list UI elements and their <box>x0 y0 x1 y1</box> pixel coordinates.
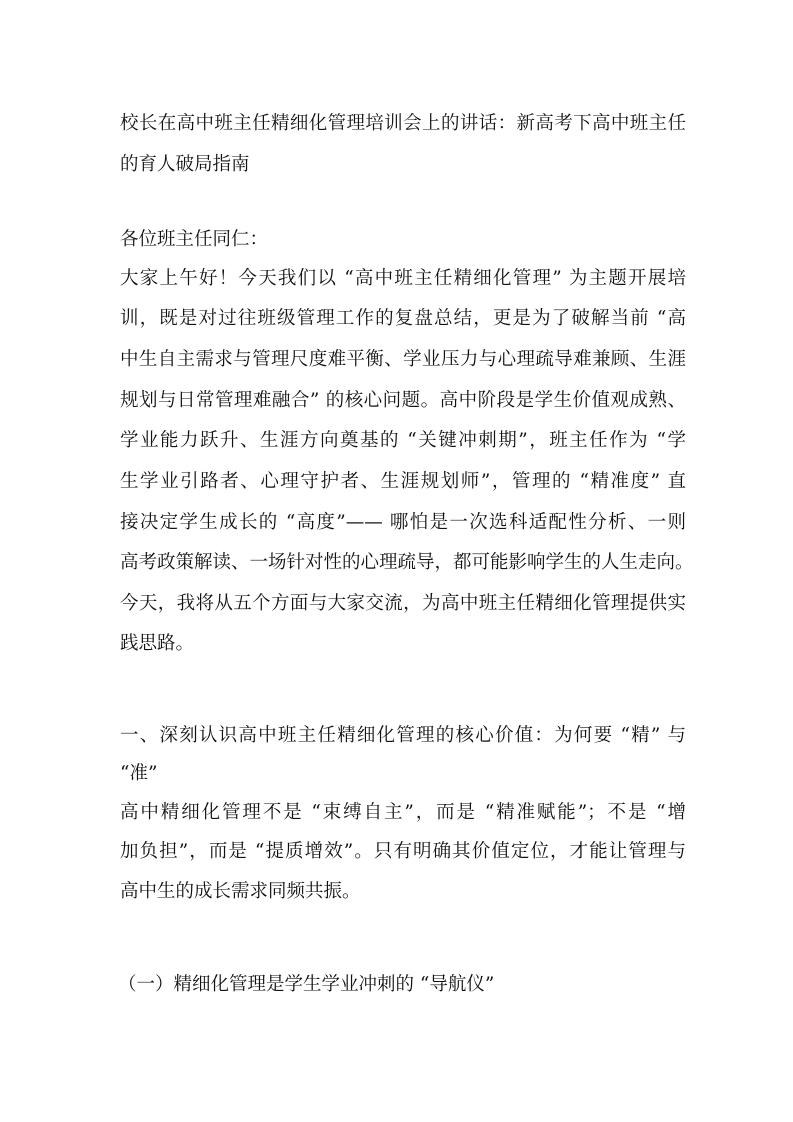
document-title-line-1: 校长在高中班主任精细化管理培训会上的讲话：新高考下高中班主任 <box>120 113 686 134</box>
salutation: 各位班主任同仁： <box>120 229 269 250</box>
section-heading-line-2: “准” <box>120 763 158 784</box>
intro-line: 大家上午好！今天我们以 “高中班主任精细化管理” 为主题开展培 <box>120 268 686 289</box>
subsection-heading: （一）精细化管理是学生学业冲刺的 “导航仪” <box>118 974 495 995</box>
section-body-line: 高中生的成长需求同频共振。 <box>120 881 361 902</box>
intro-line: 训，既是对过往班级管理工作的复盘总结，更是为了破解当前 “高 <box>120 308 686 329</box>
intro-line: 学业能力跃升、生涯方向奠基的 “关键冲刺期”，班主任作为 “学 <box>120 430 686 451</box>
intro-line: 今天，我将从五个方面与大家交流，为高中班主任精细化管理提供实 <box>120 593 686 614</box>
section-heading-line-1: 一、深刻认识高中班主任精细化管理的核心价值：为何要 “精” 与 <box>120 725 686 746</box>
intro-line: 中生自主需求与管理尺度难平衡、学业压力与心理疏导难兼顾、生涯 <box>120 349 686 370</box>
intro-line: 规划与日常管理难融合” 的核心问题。高中阶段是学生价值观成熟、 <box>120 390 686 411</box>
intro-line: 高考政策解读、一场针对性的心理疏导，都可能影响学生的人生走向。 <box>120 552 694 573</box>
intro-line: 生学业引路者、心理守护者、生涯规划师”，管理的 “精准度” 直 <box>120 471 686 492</box>
intro-line: 践思路。 <box>120 633 195 654</box>
section-body-line: 高中精细化管理不是 “束缚自主”，而是 “精准赋能”；不是 “增 <box>120 802 686 823</box>
intro-line: 接决定学生成长的 “高度”—— 哪怕是一次选科适配性分析、一则 <box>120 512 686 533</box>
section-body-line: 加负担”，而是 “提质增效”。只有明确其价值定位，才能让管理与 <box>120 841 686 862</box>
document-title-line-2: 的育人破局指南 <box>120 154 250 175</box>
